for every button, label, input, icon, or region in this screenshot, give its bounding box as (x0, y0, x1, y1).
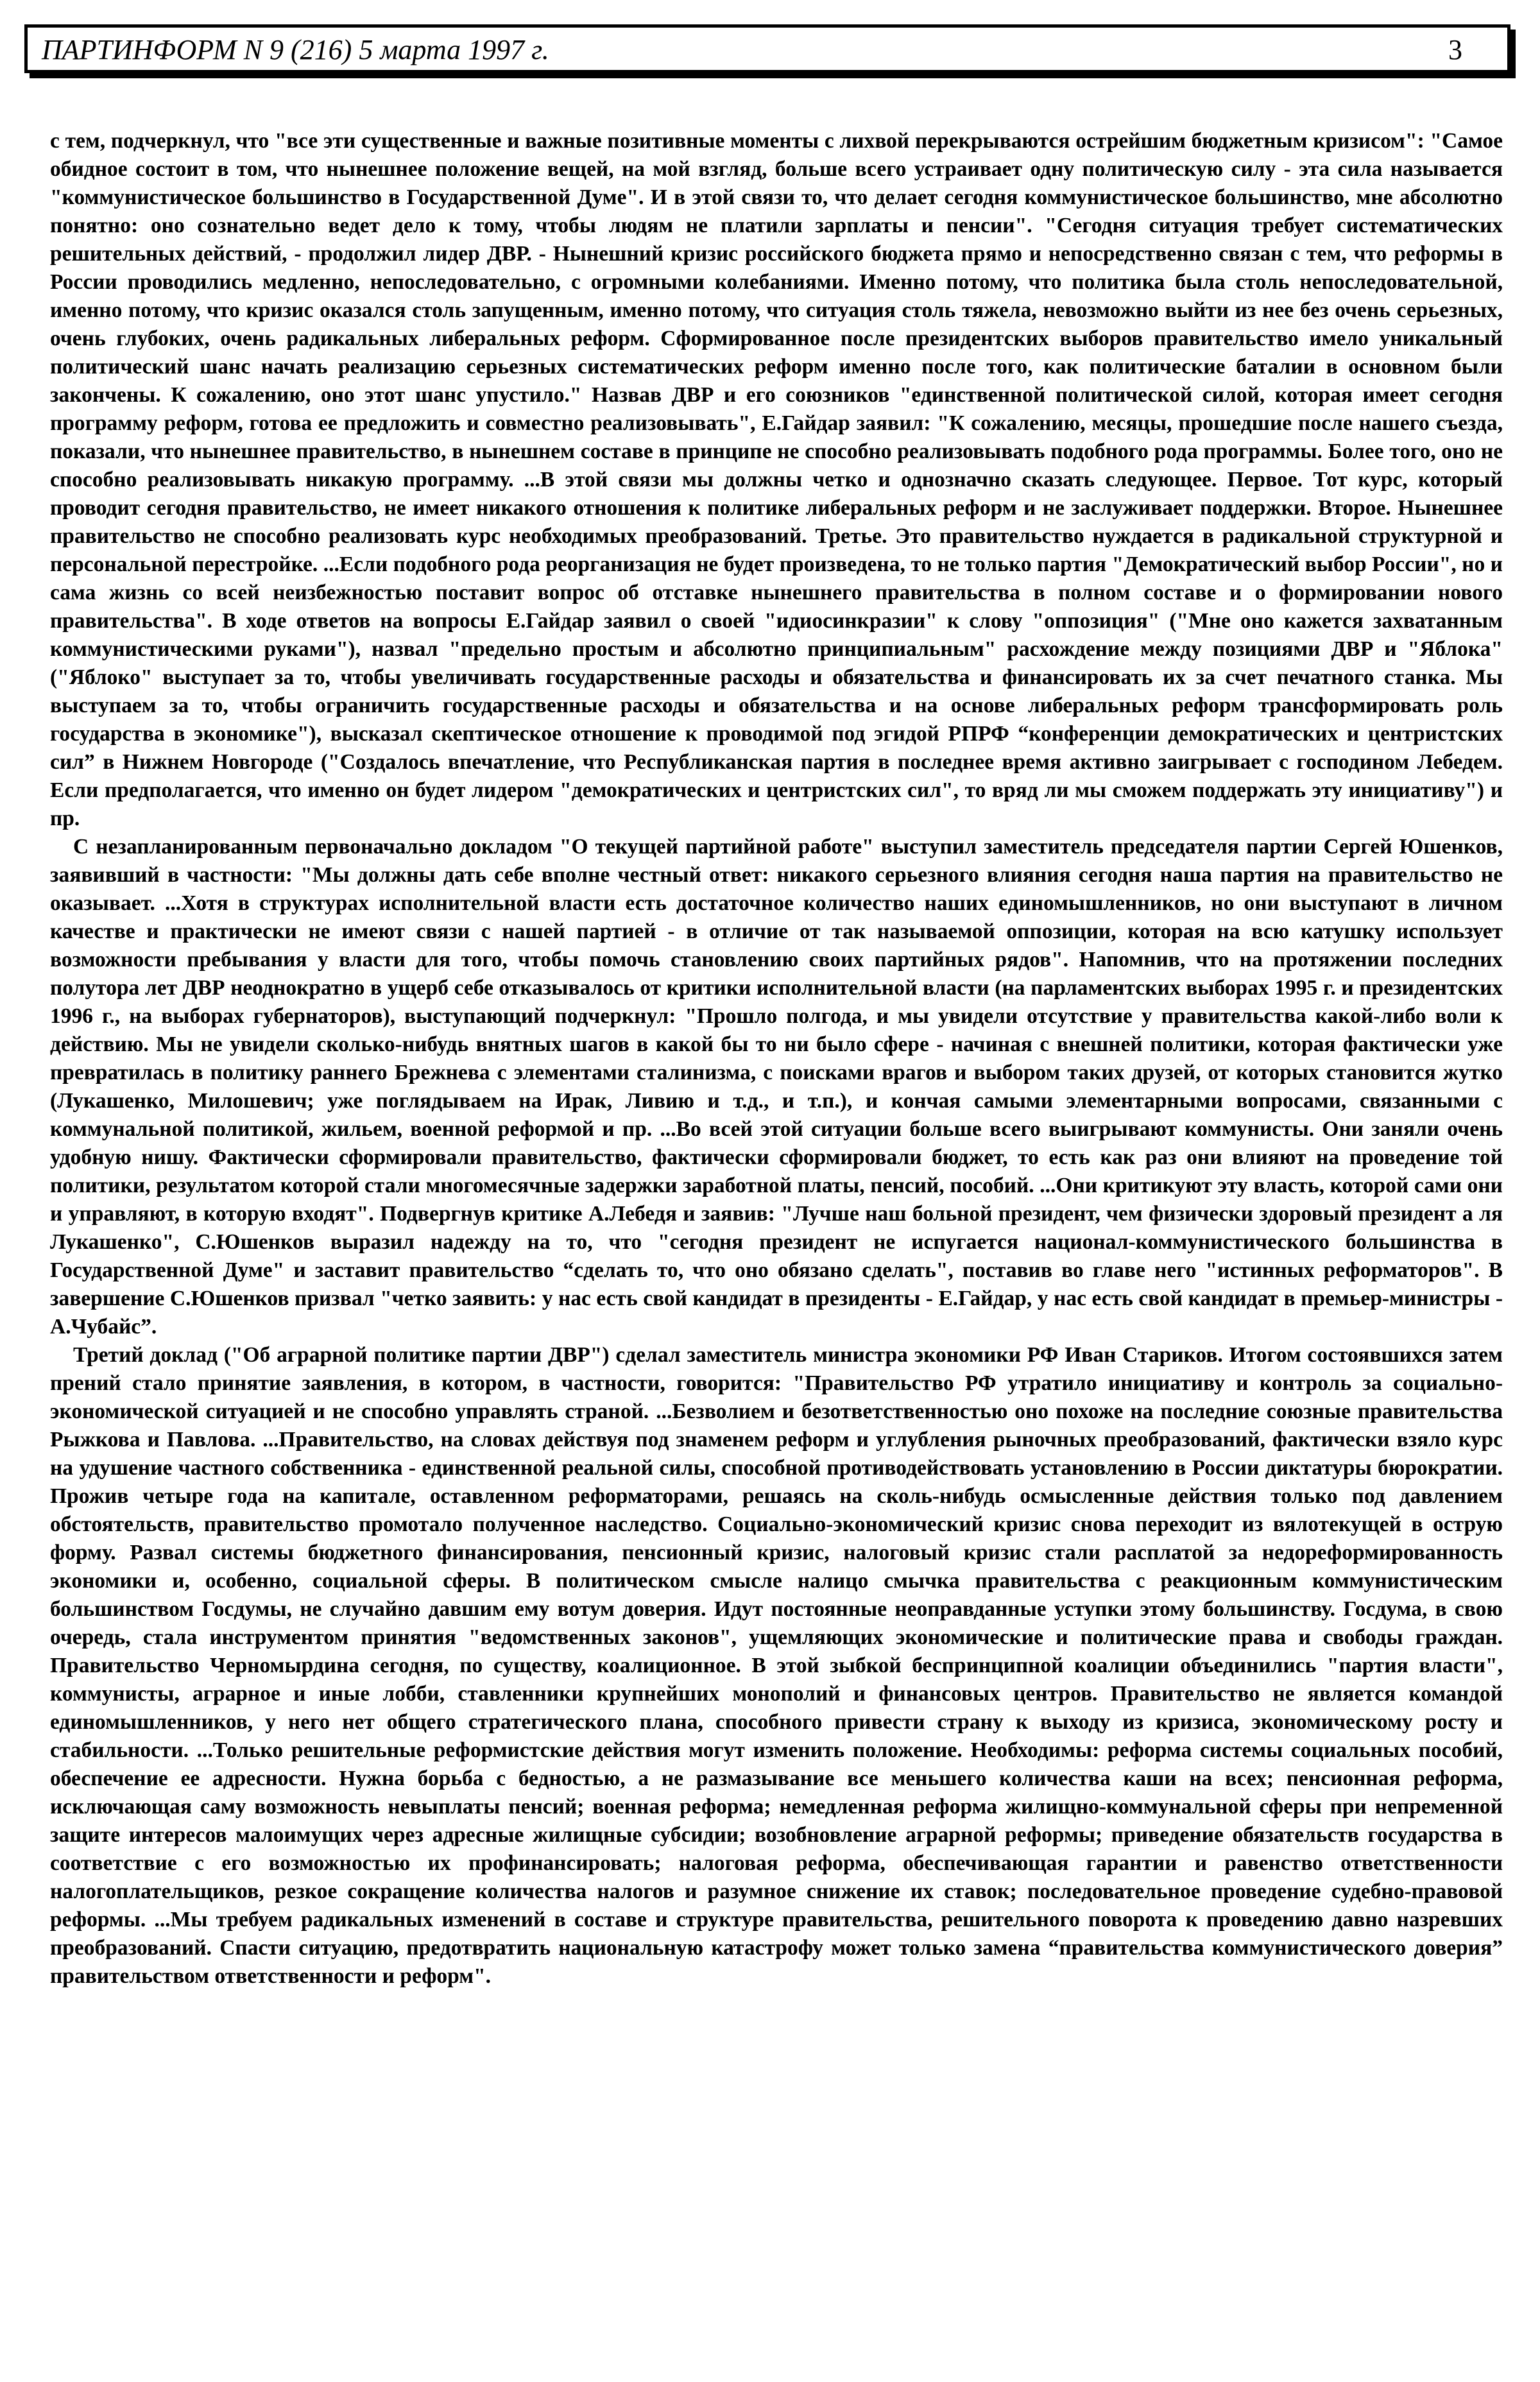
paragraph: Третий доклад ("Об аграрной политике партии ДВР") сделал заместитель министра экономики РФ Иван Стариков. Итогом состоявшихся затем прений стало принятие заявления, в котором, в частности, говорится: "Правительство РФ утратило инициативу и контроль за социально-экономической ситуацией и не способно управлять страной. ...Безволием и безответственностью оно похоже на последние союзные правительства Рыжкова и Павлова. ...Правительство, на словах действуя под знаменем реформ и углубления рыночных преобразований, фактически взяло курс на удушение частного собственника - единственной реальной силы, способной противодействовать установлению в России диктатуры бюрократии. Прожив четыре года на капитале, оставленном реформаторами, решаясь на сколь-нибудь осмысленные действия только под давлением обстоятельств, правительство промотало полученное наследство. Социально-экономический кризис снова переходит из вялотекущей в острую форму. Развал системы бюджетного финансирования, пенсионный кризис, налоговый кризис стали расплатой за недореформированность экономики и, особенно, социальной сферы. В политическом смысле налицо смычка правительства с реакционным коммунистическим большинством Госдумы, не случайно давшим ему вотум доверия. Идут постоянные неоправданные уступки этому большинству. Госдума, в свою очередь, стала инструментом принятия "ведомственных законов", ущемляющих экономические и политические права и свободы граждан. Правительство Черномырдина сегодня, по существу, коалиционное. В этой зыбкой беспринципной коалиции объединились "партия власти", коммунисты, аграрное и иные лобби, ставленники крупнейших монополий и финансовых центров. Правительство не является командой единомышленников, у него нет общего стратегического плана, способного привести страну к выходу из кризиса, экономическому росту и стабильности. ...Только решительные реформистские действия могут изменить положение. Необходимы: реформа системы социальных пособий, обеспечение ее адресности. Нужна борьба с бедностью, а не размазывание все меньшего количества каши на всех; пенсионная реформа, исключающая саму возможность невыплаты пенсий; военная реформа; немедленная реформа жилищно-коммунальной сферы при непременной защите интересов малоимущих через адресные жилищные субсидии; возобновление аграрной реформы; приведение обязательств государства в соответствие с его возможностью их профинансировать; налоговая реформа, обеспечивающая гарантии и равенство ответственности налогоплательщиков, резкое сокращение количества налогов и разумное снижение их ставок; последовательное проведение судебно-правовой реформы. ...Мы требуем радикальных изменений в составе и структуре правительства, решительного поворота к проведению давно назревших преобразований. Спасти ситуацию, предотвратить национальную катастрофу может только замена “правительства коммунистического доверия” правительством ответственности и реформ". (50, 1343, 1503, 1988)
publication-title: ПАРТИНФОРМ N 9 (216) 5 марта 1997 г. (42, 34, 549, 65)
article-body (50, 127, 1503, 1991)
paragraph: с тем, подчеркнул, что "все эти существенные и важные позитивные моменты с лихвой перекрываются острейшим бюджетным кризисом": "Самое обидное состоит в том, что нынешнее положение вещей, на мой взгляд, больше всего устраивает одну политическую силу - эта сила называется "коммунистическое большинство в Государственной Думе". И в этой связи то, что делает сегодня коммунистическое большинство, мне абсолютно понятно: оно сознательно ведет дело к тому, чтобы людям не платили зарплаты и пенсии". "Сегодня ситуация требует систематических решительных действий, - продолжил лидер ДВР. - Нынешний кризис российского бюджета прямо и непосредственно связан с тем, что реформы в России проводились медленно, непоследовательно, с огромными колебаниями. Именно потому, что политика была столь непоследовательной, именно потому, что кризис оказался столь запущенным, именно потому, что ситуация столь тяжела, невозможно выйти из нее без очень серьезных, очень глубоких, очень радикальных либеральных реформ. Сформированное после президентских выборов правительство имело уникальный политический шанс начать реализацию серьезных систематических реформ именно после того, как политические баталии в основном были закончены. К сожалению, оно этот шанс упустило." Назвав ДВР и его союзников "единственной политической силой, которая имеет сегодня программу реформ, готова ее предложить и совместно реализовывать", Е.Гайдар заявил: "К сожалению, месяцы, прошедшие после нашего съезда, показали, что нынешнее правительство, в нынешнем составе в принципе не способно реализовывать подобного рода программы. Более того, оно не способно реализовывать никакую программу. ...В этой связи мы должны четко и однозначно сказать следующее. Первое. Тот курс, который проводит сегодня правительство, не имеет никакого отношения к политике либеральных реформ и не заслуживает поддержки. Второе. Нынешнее правительство не способно реализовать курс необходимых преобразований. Третье. Это правительство нуждается в радикальной структурной и персональной перестройке. ...Если подобного рода реорганизация не будет произведена, то не только партия "Демократический выбор России", но и сама жизнь со всей неизбежностью поставит вопрос об отставке нынешнего правительства в полном составе и о формировании нового правительства". В ходе ответов на вопросы Е.Гайдар заявил о своей "идиосинкразии" к слову "оппозиция" ("Мне оно кажется захватанным коммунистическими руками"), назвал "предельно простым и абсолютно принципиальным" расхождение между позициями ДВР и "Яблока" ("Яблоко" выступает за то, чтобы увеличивать государственные расходы и обязательства и финансировать их за счет печатного станка. Мы выступаем за то, чтобы ограничить государственные расходы и обязательства и на основе либеральных реформ трансформировать роль государства в экономике"), высказал скептическое отношение к проводимой под эгидой РПРФ “конференции демократических и центристских сил” в Нижнем Новгороде ("Создалось впечатление, что Республиканская партия в последнее время активно заигрывает с господином Лебедем. Если предполагается, что именно он будет лидером "демократических и центристских сил", то вряд ли мы сможем поддержать эту инициативу") и пр. (50, 129, 1503, 830)
page-number: 3 (1448, 34, 1462, 65)
paragraph: С незапланированным первоначально докладом "О текущей партийной работе" выступил заместитель председателя партии Сергей Юшенков, заявивший в частности: "Мы должны дать себе вполне честный ответ: никакого серьезного влияния сегодня наша партия на правительство не оказывает. ...Хотя в структурах исполнительной власти есть достаточное количество наших единомышленников, но они выступают в личном качестве и практически не имеют связи с нашей партией - в отличие от так называемой оппозиции, которая на всю катушку использует возможности пребывания у власти для того, чтобы помочь становлению своих партийных рядов". Напомнив, что на протяжении последних полутора лет ДВР неоднократно в ущерб себе отказывалось от критики исполнительной власти (на парламентских выборах 1995 г. и президентских 1996 г., на выборах губернаторов), выступающий подчеркнул: "Прошло полгода, и мы увидели отсутствие у правительства какой-либо воли к действию. Мы не увидели сколько-нибудь внятных шагов в какой бы то ни было сфере - начиная с внешней политики, которая фактически уже превратилась в политику раннего Брежнева с элементами сталинизма, с поисками врагов и выбором таких друзей, от которых становится жутко (Лукашенко, Милошевич; уже поглядываем на Ирак, Ливию и т.д., и т.п.), и кончая самыми элементарными вопросами, связанными с коммунальной политикой, жильем, военной реформой и пр. ...Во всей этой ситуации больше всего выигрывают коммунисты. Они заняли очень удобную нишу. Фактически сформировали правительство, фактически сформировали бюджет, то есть как раз они влияют на проведение той политики, результатом которой стали многомесячные задержки заработной платы, пенсий, пособий. ...Они критикуют эту власть, которой сами они и управляют, в которую входят". Подвергнув критике А.Лебедя и заявив: "Лучше наш больной президент, чем физически здоровый президент а ля Лукашенко", С.Юшенков выразил надежду на то, что "сегодня президент не испугается национал-коммунистического большинства в Государственной Думе" и заставит правительство “сделать то, что оно обязано сделать", поставив во главе него "истинных реформаторов". В завершение С.Юшенков призвал "четко заявить: у нас есть свой кандидат в президенты - Е.Гайдар, у нас есть свой кандидат в премьер-министры - А.Чубайс”. (50, 835, 1503, 1339)
page-header (24, 24, 1510, 73)
